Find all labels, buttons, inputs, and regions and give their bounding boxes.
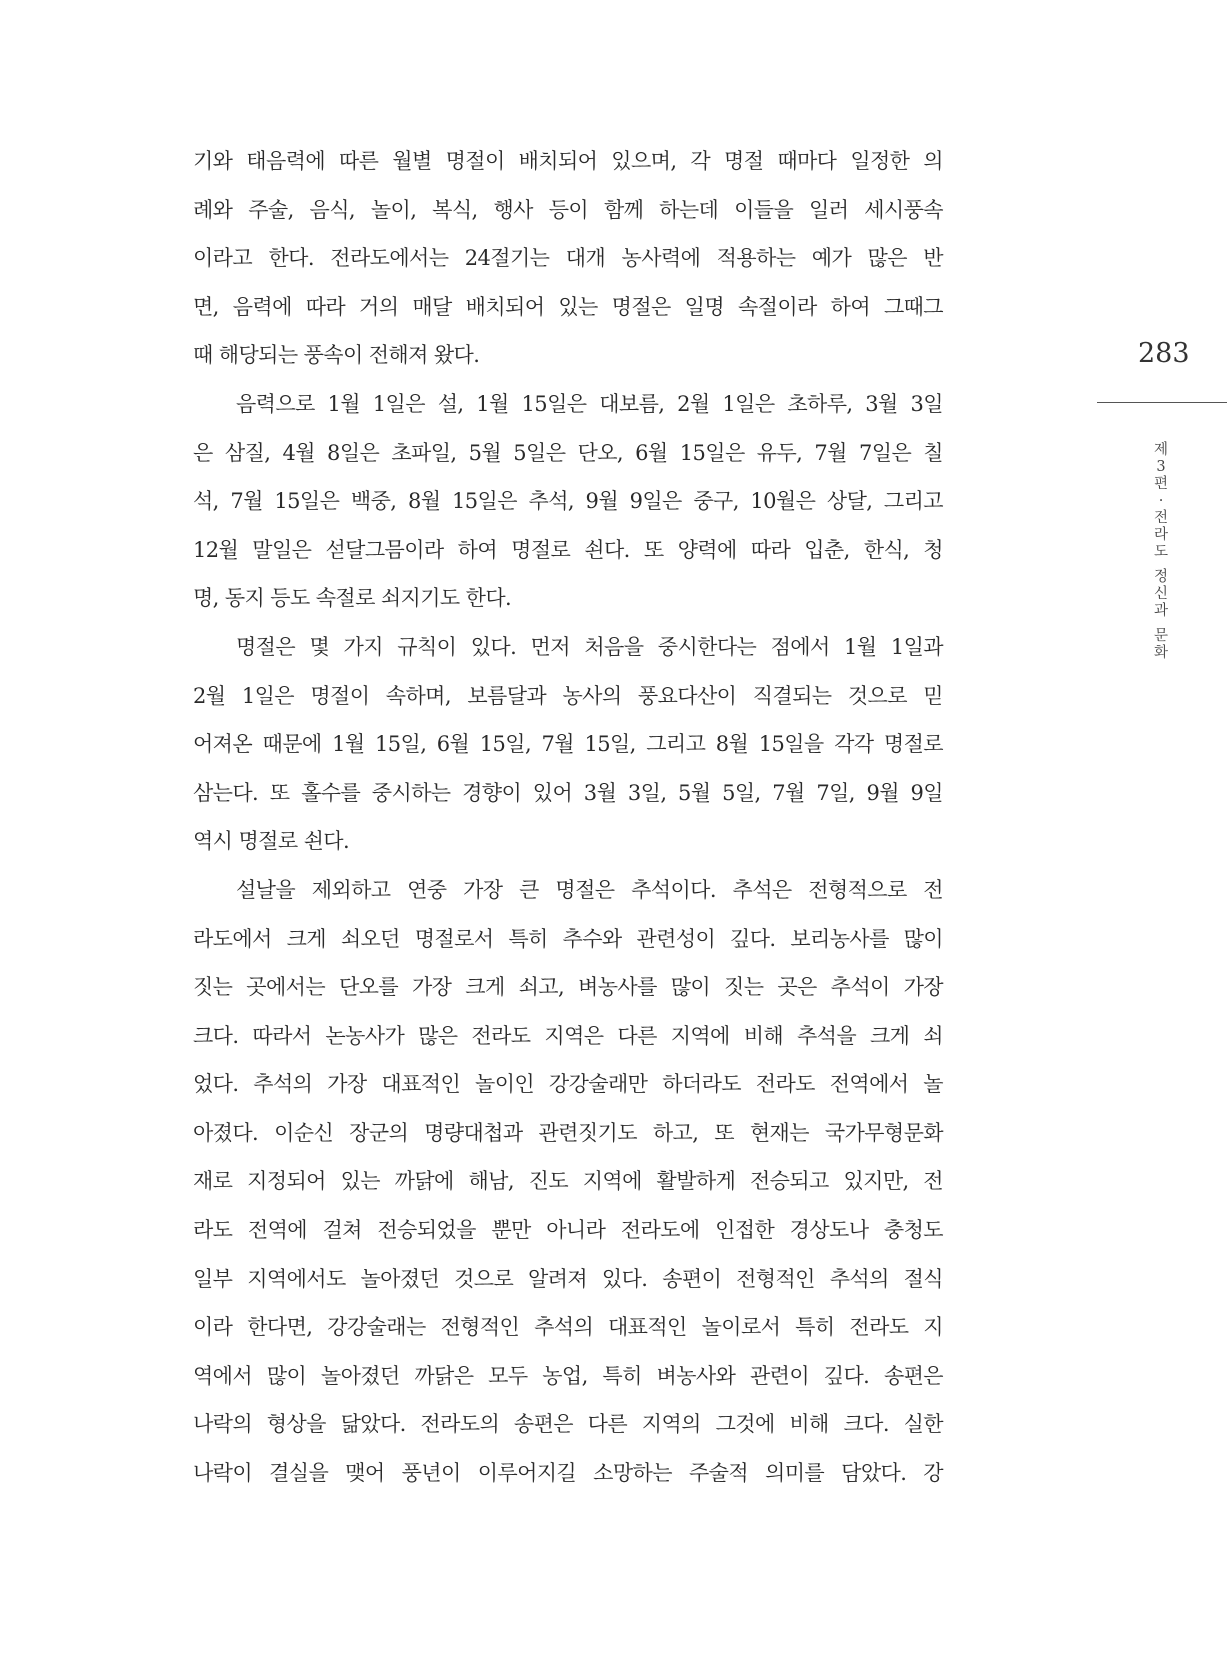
text-line: 었다. 추석의 가장 대표적인 놀이인 강강술래만 하더라도 전라도 전역에서 놀 xyxy=(193,1072,943,1097)
text-line: 삼는다. 또 홀수를 중시하는 경향이 있어 3월 3일, 5월 5일, 7월 7일, 9월 9일 xyxy=(193,780,943,805)
text-line: 역시 명절로 쇤다. xyxy=(193,829,350,854)
running-head-char: 정 xyxy=(1153,569,1168,585)
text-line: 설날을 제외하고 연중 가장 큰 명절은 추석이다. 추석은 전형적으로 전 xyxy=(236,877,943,902)
text-line: 이라고 한다. 전라도에서는 24절기는 대개 농사력에 적용하는 예가 많은 반 xyxy=(193,246,943,271)
running-head-char xyxy=(1150,561,1172,569)
text-line: 기와 태음력에 따른 월별 명절이 배치되어 있으며, 각 명절 때마다 일정한 의 xyxy=(193,149,943,173)
text-line: 나락이 결실을 맺어 풍년이 이루어지길 소망하는 주술적 의미를 담았다. 강 xyxy=(193,1461,943,1486)
running-head-char: 과 xyxy=(1153,603,1168,619)
text-line: 이라 한다면, 강강술래는 전형적인 추석의 대표적인 놀이로서 특히 전라도 지 xyxy=(193,1315,943,1340)
text-line: 아졌다. 이순신 장군의 명량대첩과 관련짓기도 하고, 또 현재는 국가무형문화 xyxy=(193,1120,943,1145)
text-line: 라도 전역에 걸쳐 전승되었을 뿐만 아니라 전라도에 인접한 경상도나 충청도 xyxy=(193,1218,943,1243)
text-line: 명절은 몇 가지 규칙이 있다. 먼저 처음을 중시한다는 점에서 1월 1일과 xyxy=(236,634,943,659)
text-line: 일부 지역에서도 놀아졌던 것으로 알려져 있다. 송편이 전형적인 추석의 절식 xyxy=(193,1266,943,1291)
text-line: 2월 1일은 명절이 속하며, 보름달과 농사의 풍요다산이 직결되는 것으로 믿 xyxy=(193,683,943,708)
running-head-char: 신 xyxy=(1153,586,1168,602)
running-head-char: 도 xyxy=(1153,544,1168,560)
text-line: 재로 지정되어 있는 까닭에 해남, 진도 지역에 활발하게 전승되고 있지만, 전 xyxy=(193,1169,943,1194)
running-head-char xyxy=(1150,620,1172,628)
text-line: 짓는 곳에서는 단오를 가장 크게 쇠고, 벼농사를 많이 짓는 곳은 추석이 가장 xyxy=(193,975,943,1000)
running-head-char: 전 xyxy=(1153,510,1168,526)
text-line: 어져온 때문에 1월 15일, 6월 15일, 7월 15일, 그리고 8월 15일을 각각 명절로 xyxy=(193,732,943,757)
text-line: 음력으로 1월 1일은 설, 1월 15일은 대보름, 2월 1일은 초하루, 3월 3일 xyxy=(236,391,943,416)
running-head-char: 문 xyxy=(1153,628,1168,644)
text-line: 례와 주술, 음식, 놀이, 복식, 행사 등이 함께 하는데 이들을 일러 세시풍속 xyxy=(193,197,943,222)
page-number: 283 xyxy=(1138,338,1190,369)
text-line: 은 삼질, 4월 8일은 초파일, 5월 5일은 단오, 6월 15일은 유두, 7월 7일은 칠 xyxy=(193,440,943,465)
text-line: 석, 7월 15일은 백중, 8월 15일은 추석, 9월 9일은 중구, 10월은 상달, 그리고 xyxy=(193,489,943,514)
running-head-char: 편 xyxy=(1153,476,1168,492)
text-line: 크다. 따라서 논농사가 많은 전라도 지역은 다른 지역에 비해 추석을 크게 쇠 xyxy=(193,1023,943,1048)
text-line: 면, 음력에 따라 거의 매달 배치되어 있는 명절은 일명 속절이라 하여 그때그 xyxy=(193,294,943,319)
running-head-vertical xyxy=(1150,442,1172,662)
running-head-char: 3 xyxy=(1156,459,1166,475)
body-text xyxy=(193,137,943,1498)
text-line: 명, 동지 등도 속절로 쇠지기도 한다. xyxy=(193,586,512,611)
text-line: 12월 말일은 섣달그믐이라 하여 명절로 쇤다. 또 양력에 따라 입춘, 한식, 청 xyxy=(193,537,943,562)
text-line: 나락의 형상을 닮았다. 전라도의 송편은 다른 지역의 그것에 비해 크다. 실한 xyxy=(193,1412,943,1437)
header-rule xyxy=(1097,402,1227,403)
running-head-char: 화 xyxy=(1153,645,1168,661)
text-line: 라도에서 크게 쇠오던 명절로서 특히 추수와 관련성이 깊다. 보리농사를 많이 xyxy=(193,926,943,951)
text-line: 역에서 많이 놀아졌던 까닭은 모두 농업, 특히 벼농사와 관련이 깊다. 송편은 xyxy=(193,1363,943,1388)
text-line: 때 해당되는 풍속이 전해져 왔다. xyxy=(193,343,480,368)
running-head-char: · xyxy=(1158,493,1164,509)
running-head-char: 제 xyxy=(1153,442,1168,458)
running-head-char: 라 xyxy=(1153,527,1168,543)
